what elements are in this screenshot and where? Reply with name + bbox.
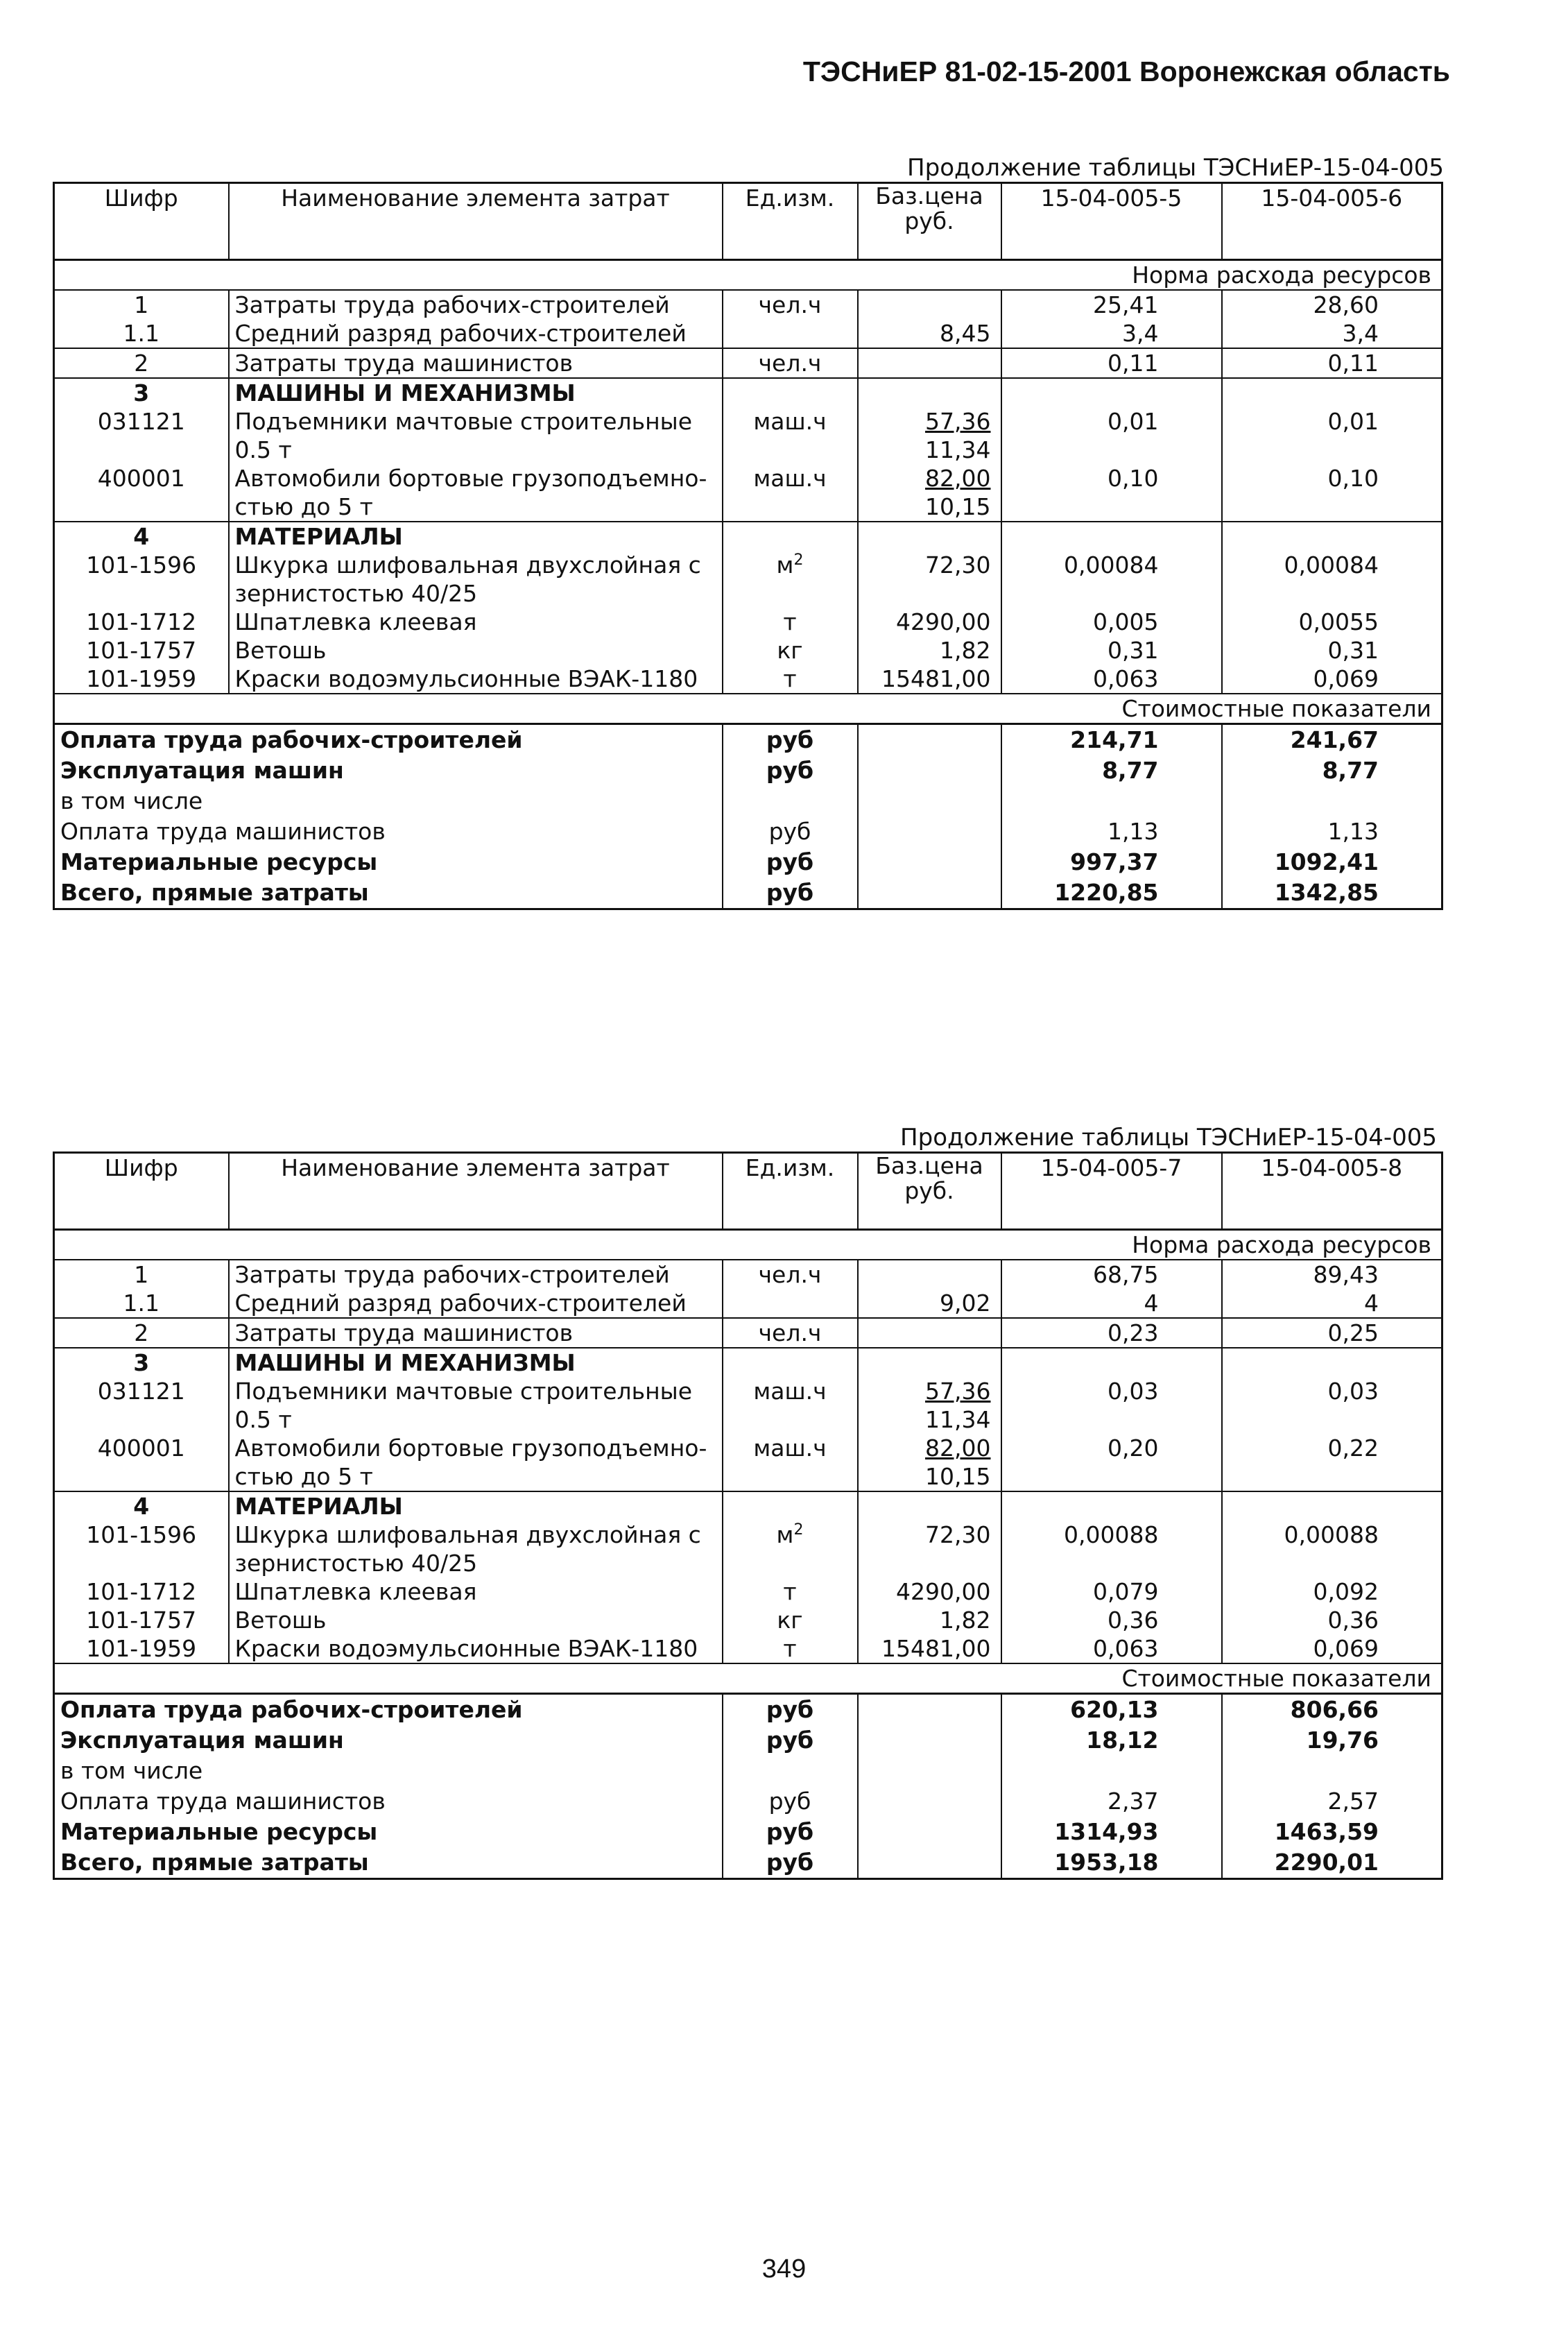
table-row: [54, 1318, 1442, 1348]
total-row: [54, 1847, 1442, 1879]
total-value-b: [1222, 1756, 1442, 1786]
total-unit: руб: [723, 755, 858, 786]
row-price: 15481,00: [858, 665, 1001, 694]
row-value-a: 0,11: [1001, 348, 1222, 378]
row-value-a: 3,4: [1001, 319, 1222, 348]
total-row: [54, 1725, 1442, 1756]
table-caption: Продолжение таблицы ТЭСНиЕР-15-04-005: [907, 154, 1444, 182]
row-value-b: 3,4: [1222, 319, 1442, 348]
row-value-b: 0,25: [1222, 1318, 1442, 1348]
empty-cell: [858, 1491, 1001, 1521]
row-value-a: 0,20: [1001, 1434, 1222, 1491]
total-value-b: [1222, 786, 1442, 816]
group-row: [54, 1348, 1442, 1377]
row-code: 1: [54, 1260, 229, 1289]
empty-cell: [858, 1756, 1001, 1786]
total-unit: руб: [723, 877, 858, 909]
group-code: 3: [54, 378, 229, 407]
row-value-b: 0,092: [1313, 1578, 1379, 1605]
group-row: [54, 1491, 1442, 1521]
price-total: 57,36: [925, 408, 991, 435]
total-value-b: 241,67: [1290, 726, 1379, 753]
total-unit: [723, 1756, 858, 1786]
total-value-b: 19,76: [1306, 1727, 1379, 1754]
total-name: Материальные ресурсы: [54, 847, 723, 877]
empty-cell: [858, 847, 1001, 877]
total-value-a: 1220,85: [1001, 877, 1222, 909]
row-name: Шпатлевка клеевая: [229, 608, 723, 636]
row-name: Автомобили бортовые грузоподъемно-стью до 5 т: [229, 464, 723, 522]
row-name: Ветошь: [229, 636, 723, 665]
row-name: Краски водоэмульсионные ВЭАК-1180: [229, 1634, 723, 1663]
price-wage: 10,15: [925, 1463, 991, 1490]
empty-cell: [858, 522, 1001, 551]
total-value-b: 1,13: [1327, 818, 1379, 845]
section-title: Норма расхода ресурсов: [54, 1230, 1442, 1260]
row-name: Средний разряд рабочих-строителей: [229, 319, 723, 348]
price-total: 82,00: [925, 465, 991, 492]
row-value-a: 0,005: [1001, 608, 1222, 636]
total-value-a: 997,37: [1001, 847, 1222, 877]
row-value-a: 0,00084: [1001, 551, 1222, 608]
row-name: Затраты труда рабочих-строителей: [229, 1260, 723, 1289]
row-value-b: 0,10: [1222, 464, 1442, 522]
row-name: Шкурка шлифовальная двухслойная с зернистостью 40/25: [229, 1521, 723, 1577]
empty-cell: [1001, 1348, 1222, 1377]
total-unit: [723, 786, 858, 816]
row-name: Затраты труда машинистов: [229, 1318, 723, 1348]
empty-cell: [858, 1817, 1001, 1847]
row-value-b: 0,31: [1327, 637, 1379, 664]
row-price: 4290,00: [858, 1577, 1001, 1606]
total-value-a: 8,77: [1001, 755, 1222, 786]
unit-text: кг: [777, 637, 803, 664]
machine-row: [54, 1434, 1442, 1491]
group-code: 4: [54, 522, 229, 551]
total-row: [54, 847, 1442, 877]
total-value-b: 2,57: [1327, 1788, 1379, 1815]
total-row: [54, 786, 1442, 816]
row-unit: [723, 636, 858, 665]
total-name: Всего, прямые затраты: [54, 877, 723, 909]
total-row: [54, 1756, 1442, 1786]
empty-cell: [858, 1786, 1001, 1817]
row-value-a: 0,063: [1001, 665, 1222, 694]
unit-text: т: [783, 665, 797, 692]
row-value-a: 0,03: [1001, 1377, 1222, 1434]
row-value-a: 0,23: [1001, 1318, 1222, 1348]
machine-row: [54, 407, 1442, 464]
section-row: [54, 694, 1442, 724]
machine-row: [54, 1377, 1442, 1434]
row-value-b: 0,00084: [1284, 551, 1379, 579]
row-unit: [723, 1606, 858, 1634]
row-price: [858, 1318, 1001, 1348]
total-value-b: 806,66: [1290, 1696, 1379, 1723]
empty-cell: [858, 1348, 1001, 1377]
total-unit: руб: [723, 816, 858, 847]
row-code: 101-1712: [54, 608, 229, 636]
total-value-a: 18,12: [1001, 1725, 1222, 1756]
empty-cell: [1222, 378, 1442, 407]
empty-cell: [1222, 1491, 1442, 1521]
row-unit: [723, 608, 858, 636]
group-row: [54, 378, 1442, 407]
total-row: [54, 1786, 1442, 1817]
row-value-a: 0,31: [1001, 636, 1222, 665]
row-unit: [723, 1521, 858, 1577]
row-code: 101-1596: [54, 551, 229, 608]
empty-cell: [1001, 522, 1222, 551]
empty-cell: [723, 1491, 858, 1521]
group-title: МАТЕРИАЛЫ: [229, 522, 723, 551]
row-value-a: 25,41: [1001, 290, 1222, 319]
column-header-name: Наименование элемента затрат: [229, 183, 723, 260]
total-name: в том числе: [54, 1756, 723, 1786]
material-row: [54, 1577, 1442, 1606]
row-code: 031121: [54, 1377, 229, 1434]
unit-text: м: [776, 551, 794, 579]
group-code: 3: [54, 1348, 229, 1377]
total-value-a: [1001, 1756, 1222, 1786]
empty-cell: [858, 1847, 1001, 1879]
machine-row: [54, 464, 1442, 522]
resource-table: [53, 182, 1443, 910]
row-price: 1,82: [858, 1606, 1001, 1634]
total-value-a: 1953,18: [1001, 1847, 1222, 1879]
row-value-b: 4: [1222, 1289, 1442, 1318]
row-name: Подъемники мачтовые строительные 0.5 т: [229, 1377, 723, 1434]
material-row: [54, 665, 1442, 694]
row-value-b: 0,0055: [1298, 608, 1379, 635]
unit-superscript: 2: [793, 1521, 804, 1539]
total-unit: руб: [723, 847, 858, 877]
unit-superscript: 2: [793, 551, 804, 569]
row-code: 101-1712: [54, 1577, 229, 1606]
row-code: 101-1959: [54, 1634, 229, 1663]
row-code: 1: [54, 290, 229, 319]
row-value-b: 0,22: [1222, 1434, 1442, 1491]
material-row: [54, 1634, 1442, 1663]
row-unit: маш.ч: [723, 407, 858, 464]
total-unit: руб: [723, 1817, 858, 1847]
total-value-a: 214,71: [1001, 724, 1222, 756]
row-price: 15481,00: [858, 1634, 1001, 1663]
total-unit: руб: [723, 1847, 858, 1879]
column-header-price: Баз.цена руб.: [858, 1153, 1001, 1230]
row-price: 9,02: [858, 1289, 1001, 1318]
column-header-unit: Ед.изм.: [723, 1153, 858, 1230]
table-row: [54, 348, 1442, 378]
row-price: 1,82: [858, 636, 1001, 665]
row-name: Шпатлевка клеевая: [229, 1577, 723, 1606]
row-code: 031121: [54, 407, 229, 464]
resource-table: [53, 1151, 1443, 1880]
group-code: 4: [54, 1491, 229, 1521]
total-value-b: 2290,01: [1274, 1849, 1379, 1876]
row-price: [858, 348, 1001, 378]
total-value-a: 1,13: [1001, 816, 1222, 847]
total-row: [54, 755, 1442, 786]
row-code: 400001: [54, 1434, 229, 1491]
row-unit: чел.ч: [723, 1318, 858, 1348]
row-value-a: 68,75: [1001, 1260, 1222, 1289]
total-unit: руб: [723, 1786, 858, 1817]
group-row: [54, 522, 1442, 551]
unit-text: т: [783, 608, 797, 635]
row-price: 72,30: [858, 1521, 1001, 1577]
row-value-a: 0,36: [1001, 1606, 1222, 1634]
column-header-unit: Ед.изм.: [723, 183, 858, 260]
row-code: 101-1757: [54, 1606, 229, 1634]
header-row: [54, 183, 1442, 260]
total-name: Эксплуатация машин: [54, 1725, 723, 1756]
row-price: 8,45: [858, 319, 1001, 348]
row-price: [858, 1434, 1001, 1491]
row-code: 101-1959: [54, 665, 229, 694]
row-price: 4290,00: [858, 608, 1001, 636]
price-wage: 11,34: [925, 436, 991, 463]
material-row: [54, 551, 1442, 608]
page-number: 349: [761, 2254, 807, 2284]
row-price: [858, 290, 1001, 319]
total-value-a: 2,37: [1001, 1786, 1222, 1817]
total-value-b: 1092,41: [1274, 848, 1379, 875]
row-code: 101-1757: [54, 636, 229, 665]
empty-cell: [1222, 522, 1442, 551]
section-title: Стоимостные показатели: [54, 1663, 1442, 1694]
header-row: [54, 1153, 1442, 1230]
table-row: [54, 1289, 1442, 1318]
row-name: Краски водоэмульсионные ВЭАК-1180: [229, 665, 723, 694]
row-code: 1.1: [54, 1289, 229, 1318]
row-value-a: 0,063: [1001, 1634, 1222, 1663]
row-value-a: 0,10: [1001, 464, 1222, 522]
section-title: Норма расхода ресурсов: [54, 260, 1442, 291]
price-wage: 10,15: [925, 493, 991, 520]
row-unit: [723, 1634, 858, 1663]
row-unit: [723, 1577, 858, 1606]
empty-cell: [723, 522, 858, 551]
row-name: Автомобили бортовые грузоподъемно-стью до 5 т: [229, 1434, 723, 1491]
table-row: [54, 319, 1442, 348]
table-caption: Продолжение таблицы ТЭСНиЕР-15-04-005: [900, 1124, 1437, 1151]
row-unit: [723, 1289, 858, 1318]
total-value-a: 1314,93: [1001, 1817, 1222, 1847]
total-name: Оплата труда машинистов: [54, 816, 723, 847]
material-row: [54, 1521, 1442, 1577]
row-unit: [723, 319, 858, 348]
page-header: ТЭСНиЕР 81-02-15-2001 Воронежская область: [802, 55, 1450, 87]
total-unit: руб: [723, 1725, 858, 1756]
total-row: [54, 724, 1442, 756]
total-row: [54, 877, 1442, 909]
empty-cell: [723, 1348, 858, 1377]
row-value-b: 0,36: [1327, 1607, 1379, 1634]
total-name: Оплата труда рабочих-строителей: [54, 724, 723, 756]
empty-cell: [858, 816, 1001, 847]
row-code: 2: [54, 348, 229, 378]
row-name: Затраты труда машинистов: [229, 348, 723, 378]
row-value-b: 89,43: [1313, 1261, 1379, 1288]
column-header-norm-b: 15-04-005-6: [1222, 183, 1442, 260]
empty-cell: [858, 724, 1001, 756]
total-name: Оплата труда машинистов: [54, 1786, 723, 1817]
row-value-b: 0,069: [1222, 665, 1442, 694]
row-unit: чел.ч: [723, 1260, 858, 1289]
column-header-norm-a: 15-04-005-7: [1001, 1153, 1222, 1230]
column-header-price: Баз.цена руб.: [858, 183, 1001, 260]
row-value-b: 28,60: [1313, 291, 1379, 318]
row-code: 1.1: [54, 319, 229, 348]
row-price: 72,30: [858, 551, 1001, 608]
section-row: [54, 1230, 1442, 1260]
total-name: Оплата труда рабочих-строителей: [54, 1694, 723, 1726]
empty-cell: [1001, 1491, 1222, 1521]
material-row: [54, 1606, 1442, 1634]
row-name: Средний разряд рабочих-строителей: [229, 1289, 723, 1318]
row-name: Шкурка шлифовальная двухслойная с зернистостью 40/25: [229, 551, 723, 608]
row-name: Подъемники мачтовые строительные 0.5 т: [229, 407, 723, 464]
total-row: [54, 1694, 1442, 1726]
empty-cell: [723, 378, 858, 407]
row-name: Ветошь: [229, 1606, 723, 1634]
row-unit: чел.ч: [723, 290, 858, 319]
column-header-norm-a: 15-04-005-5: [1001, 183, 1222, 260]
empty-cell: [858, 786, 1001, 816]
total-value-b: 1463,59: [1274, 1818, 1379, 1845]
row-name: Затраты труда рабочих-строителей: [229, 290, 723, 319]
price-total: 82,00: [925, 1435, 991, 1462]
section-row: [54, 1663, 1442, 1694]
empty-cell: [858, 877, 1001, 909]
row-value-a: 0,079: [1001, 1577, 1222, 1606]
row-code: 101-1596: [54, 1521, 229, 1577]
total-unit: руб: [723, 724, 858, 756]
row-value-a: 0,00088: [1001, 1521, 1222, 1577]
empty-cell: [858, 1725, 1001, 1756]
table-row: [54, 1260, 1442, 1289]
column-header-norm-b: 15-04-005-8: [1222, 1153, 1442, 1230]
total-name: Материальные ресурсы: [54, 1817, 723, 1847]
empty-cell: [858, 1694, 1001, 1726]
total-value-a: [1001, 786, 1222, 816]
row-unit: чел.ч: [723, 348, 858, 378]
column-header-code: Шифр: [54, 183, 229, 260]
row-value-b: 0,11: [1222, 348, 1442, 378]
row-price: [858, 407, 1001, 464]
total-name: Всего, прямые затраты: [54, 1847, 723, 1879]
group-title: МАТЕРИАЛЫ: [229, 1491, 723, 1521]
row-value-b: 0,069: [1222, 1634, 1442, 1663]
total-value-b: 8,77: [1322, 757, 1379, 784]
price-wage: 11,34: [925, 1406, 991, 1433]
unit-text: м: [776, 1521, 794, 1548]
section-title: Стоимостные показатели: [54, 694, 1442, 724]
table-row: [54, 290, 1442, 319]
row-unit: [723, 551, 858, 608]
unit-text: кг: [777, 1607, 803, 1634]
column-header-code: Шифр: [54, 1153, 229, 1230]
row-price: [858, 464, 1001, 522]
row-unit: [723, 665, 858, 694]
row-value-b: 0,00088: [1284, 1521, 1379, 1548]
group-title: МАШИНЫ И МЕХАНИЗМЫ: [229, 1348, 723, 1377]
total-name: в том числе: [54, 786, 723, 816]
total-name: Эксплуатация машин: [54, 755, 723, 786]
row-value-a: 0,01: [1001, 407, 1222, 464]
material-row: [54, 608, 1442, 636]
empty-cell: [858, 378, 1001, 407]
empty-cell: [858, 755, 1001, 786]
total-unit: руб: [723, 1694, 858, 1726]
row-value-b: 0,03: [1327, 1378, 1379, 1405]
row-code: 400001: [54, 464, 229, 522]
price-total: 57,36: [925, 1378, 991, 1405]
row-value-b: 0,01: [1327, 408, 1379, 435]
row-code: 2: [54, 1318, 229, 1348]
unit-text: т: [783, 1578, 797, 1605]
empty-cell: [1222, 1348, 1442, 1377]
row-unit: маш.ч: [723, 1434, 858, 1491]
total-value-a: 620,13: [1001, 1694, 1222, 1726]
empty-cell: [1001, 378, 1222, 407]
section-row: [54, 260, 1442, 291]
row-price: [858, 1377, 1001, 1434]
material-row: [54, 636, 1442, 665]
column-header-name: Наименование элемента затрат: [229, 1153, 723, 1230]
row-unit: маш.ч: [723, 1377, 858, 1434]
row-unit: маш.ч: [723, 464, 858, 522]
unit-text: т: [783, 1635, 797, 1662]
group-title: МАШИНЫ И МЕХАНИЗМЫ: [229, 378, 723, 407]
row-price: [858, 1260, 1001, 1289]
total-value-b: 1342,85: [1274, 879, 1379, 906]
row-value-a: 4: [1001, 1289, 1222, 1318]
total-row: [54, 816, 1442, 847]
total-row: [54, 1817, 1442, 1847]
